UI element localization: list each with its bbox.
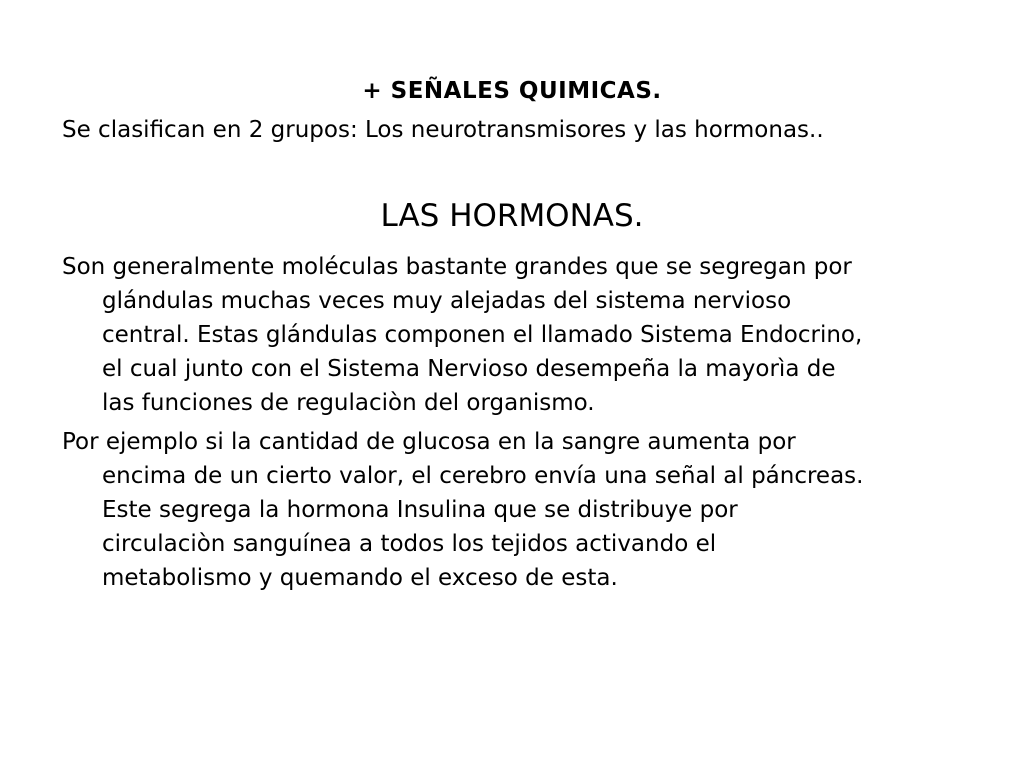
paragraph-insulin-example bbox=[62, 425, 962, 595]
hormones-heading: LAS HORMONAS. bbox=[380, 198, 644, 234]
paragraph-line: las funciones de regulaciòn del organismo. bbox=[102, 390, 595, 416]
paragraph-line: Son generalmente moléculas bastante grandes que se segregan por bbox=[62, 254, 852, 280]
paragraph-line: central. Estas glándulas componen el llamado Sistema Endocrino, bbox=[102, 322, 863, 348]
section-title: + SEÑALES QUIMICAS. bbox=[362, 78, 662, 104]
paragraph-line: Por ejemplo si la cantidad de glucosa en la sangre aumenta por bbox=[62, 429, 796, 455]
paragraph-line: metabolismo y quemando el exceso de esta. bbox=[102, 565, 618, 591]
paragraph-line: glándulas muchas veces muy alejadas del sistema nervioso bbox=[102, 288, 792, 314]
paragraph-line: encima de un cierto valor, el cerebro envía una señal al páncreas. bbox=[102, 463, 864, 489]
intro-text: Se clasifican en 2 grupos: Los neurotransmisores y las hormonas.. bbox=[62, 117, 824, 143]
paragraph-hormones-definition bbox=[62, 250, 962, 420]
paragraph-line: circulaciòn sanguínea a todos los tejidos activando el bbox=[102, 531, 717, 557]
paragraph-line: Este segrega la hormona Insulina que se distribuye por bbox=[102, 497, 738, 523]
paragraph-line: el cual junto con el Sistema Nervioso desempeña la mayorìa de bbox=[102, 356, 836, 382]
